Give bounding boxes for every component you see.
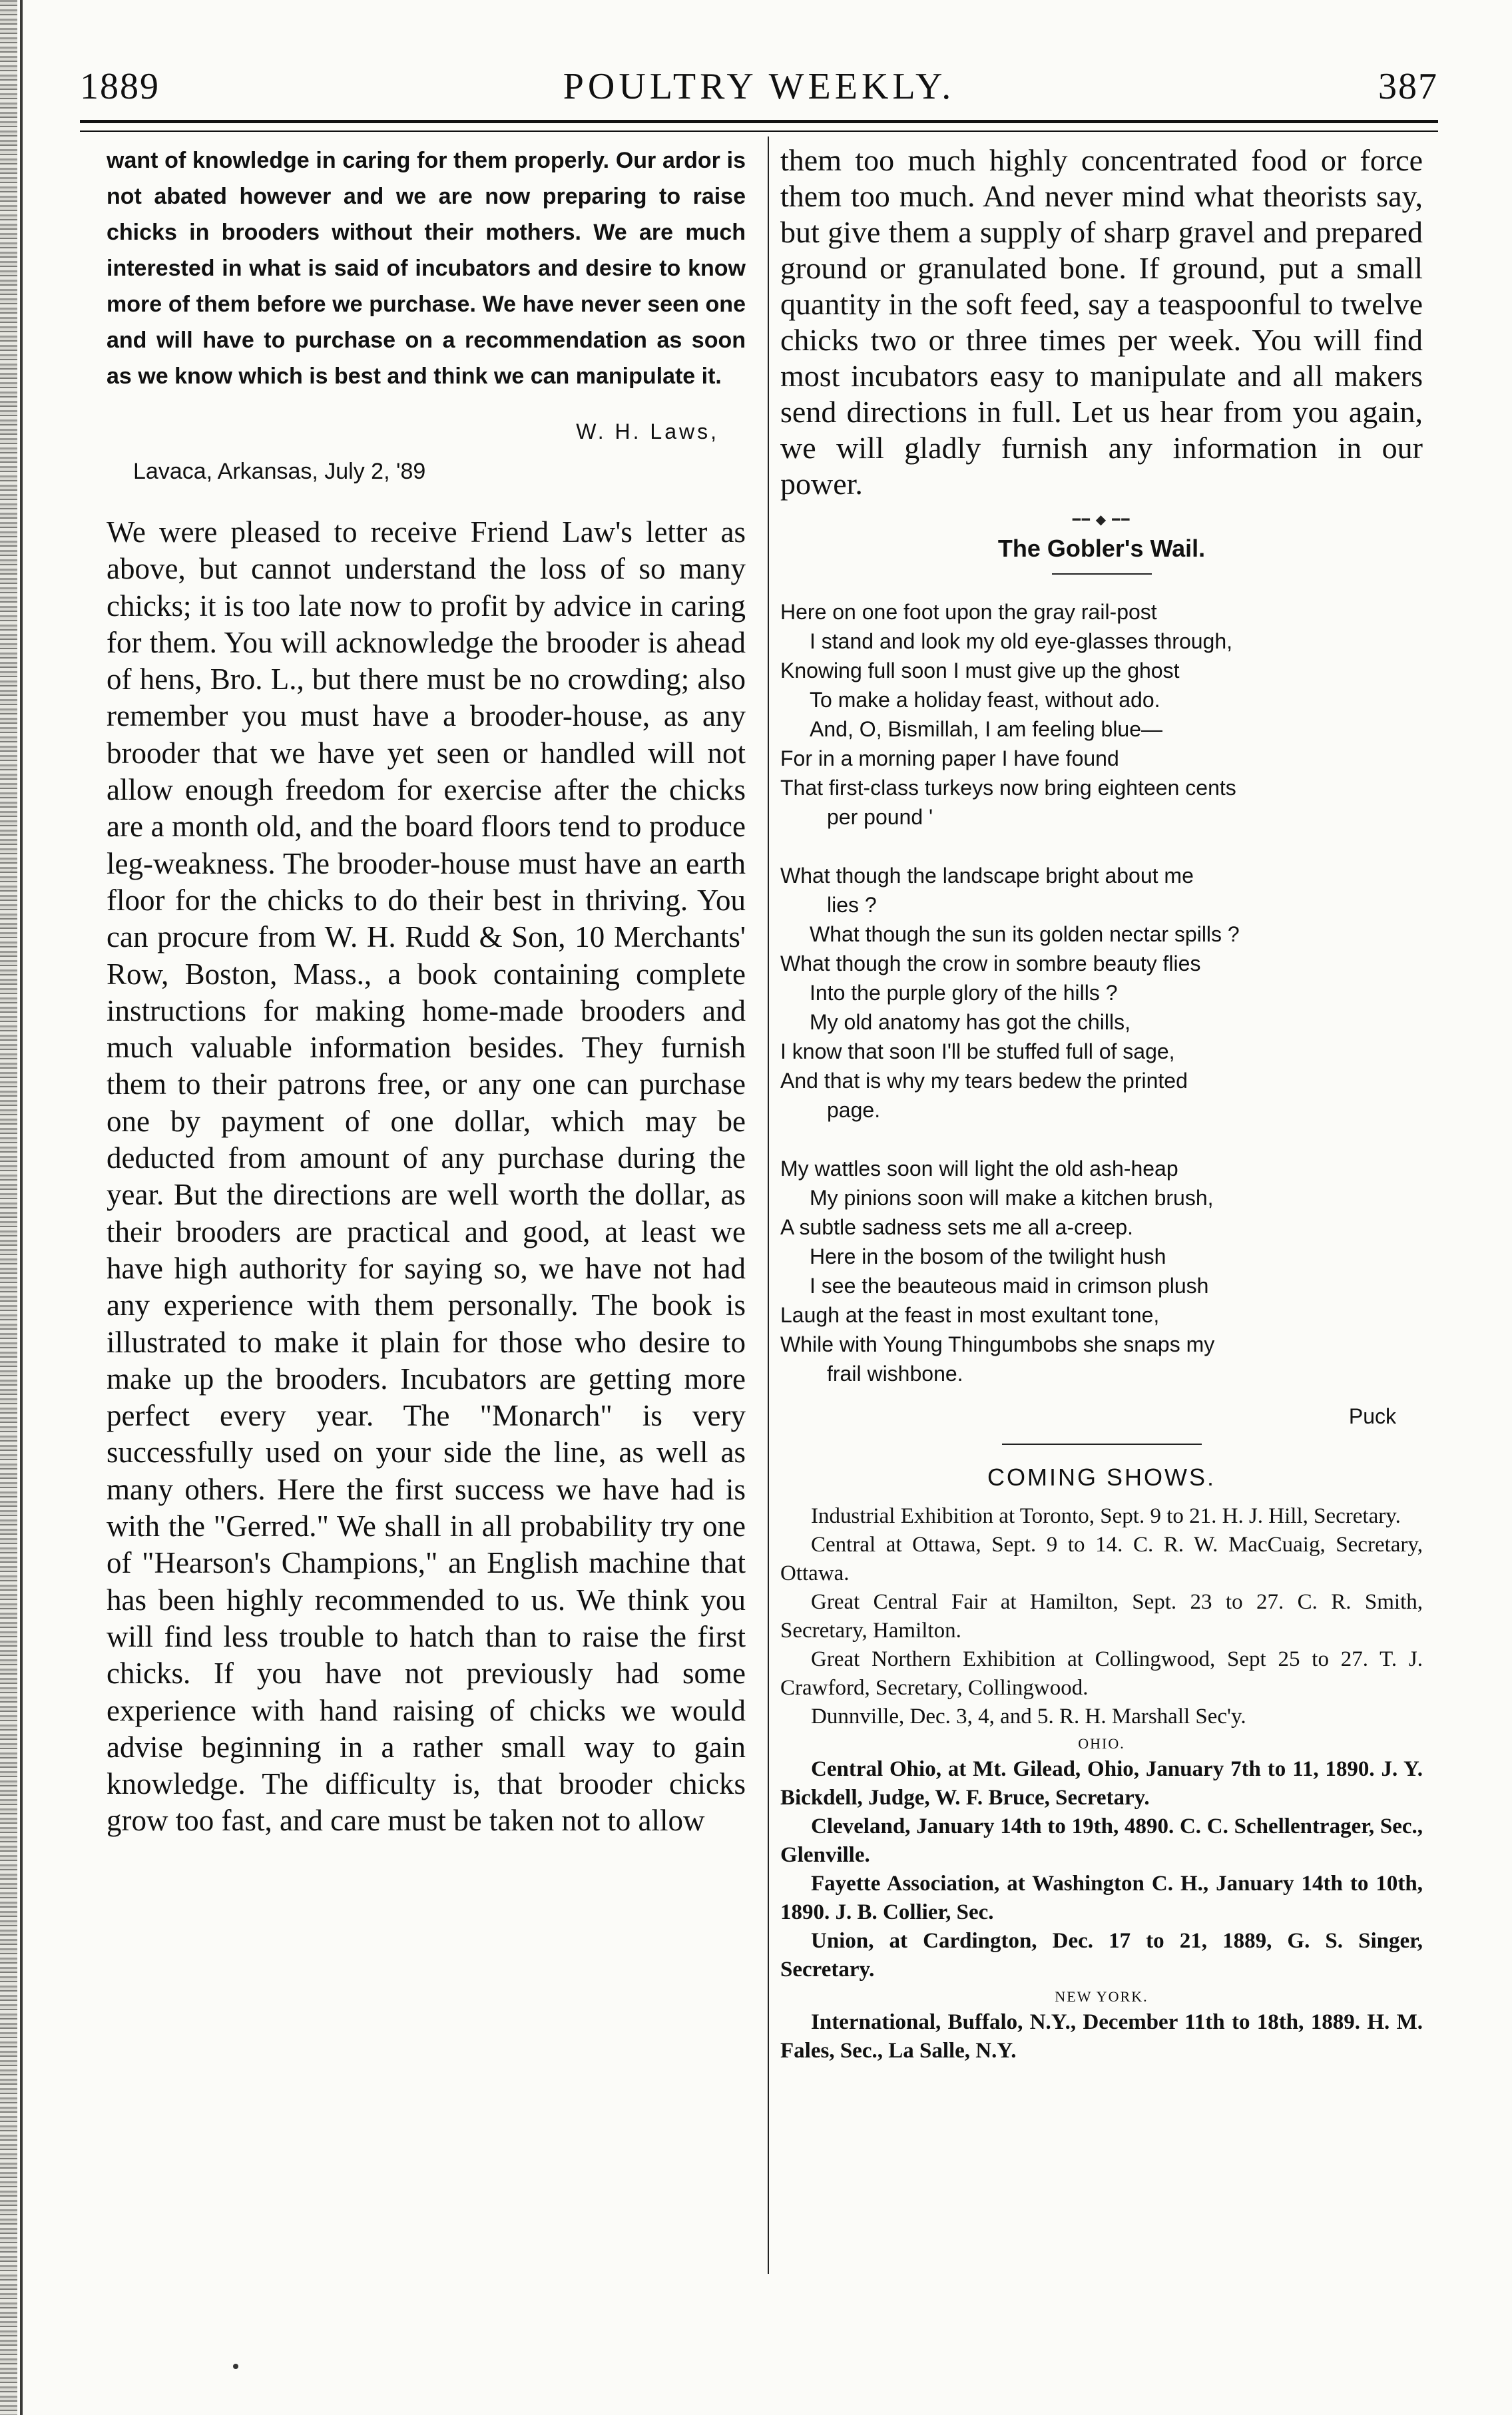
publication-title: POULTRY WEEKLY. [563, 66, 955, 107]
show-listing: Cleveland, January 14th to 19th, 4890. C. C. Schellentrager, Sec., Glenville. [780, 1814, 1423, 1867]
ohio-shows-list [780, 1755, 1423, 1984]
poem-body [780, 597, 1423, 1388]
section-rule [1002, 1444, 1202, 1445]
scan-edge-line [20, 0, 23, 2415]
poem-line: My pinions soon will make a kitchen brush, [810, 1186, 1214, 1210]
show-listing: Central Ohio, at Mt. Gilead, Ohio, January 7th to 11, 1890. J. Y. Bickdell, Judge, W. F. Bruce, Secretary. [780, 1757, 1423, 1810]
editorial-continuation: them too much highly concentrated food or force them too much. And never mind what theorists say, but give them a supply of sharp gravel and prepared ground or granulated bone. If ground, put a small quantity in the soft feed, say a teaspoonful to twelve chicks two or three times per week. You will find most incubators easy to manipulate and all makers send directions in full. Let us hear from you again, we will gladly furnish any information in our power. [780, 143, 1423, 501]
poem-line: That first-class turkeys now bring eighteen cents [780, 776, 1236, 800]
poem-stanza [780, 597, 1423, 832]
reader-letter: want of knowledge in caring for them properly. Our ardor is not abated however and we are now preparing to raise chicks in brooders without their mothers. We are much interested in what is said of incubators and desire to know more of them before we purchase. We have never seen one and will have to purchase on a recommendation as soon as we know which is best and think we can manipulate it. [107, 148, 746, 389]
poem-line: Knowing full soon I must give up the ghost [780, 659, 1180, 682]
header-year: 1889 [80, 66, 160, 107]
show-listing: Industrial Exhibition at Toronto, Sept. 9 to 21. H. J. Hill, Secretary. [811, 1504, 1401, 1528]
poem-line: frail wishbone. [827, 1362, 963, 1386]
newyork-shows-list [780, 2008, 1423, 2065]
poem-line: For in a morning paper I have found [780, 746, 1119, 770]
show-listing: Union, at Cardington, Dec. 17 to 21, 1889, G. S. Singer, Secretary. [780, 1929, 1423, 1982]
poem-stanza [780, 1154, 1423, 1388]
header-rule-thin [80, 131, 1438, 132]
ornament-divider: ━━ ◆ ━━ [1072, 513, 1131, 527]
poem-line: I stand and look my old eye-glasses through, [810, 629, 1233, 653]
editorial-reply: We were pleased to receive Friend Law's letter as above, but cannot understand the loss of so many chicks; it is too late now to profit by advice in caring for them. You will acknowledge the brooder is ahead of hens, Bro. L., but there must be no crowding; also remember you must have a brooder-house, as any brooder that we have yet seen or handled will not allow enough freedom for exercise after the chicks are a month old, and the board floors tend to produce leg-weakness. The brooder-house must have an earth floor for the chicks to do their best in thriving. You can procure from W. H. Rudd & Son, 10 Merchants' Row, Boston, Mass., a book containing complete instructions for making home-made brooders and much valuable information besides. They furnish them to their patrons free, or any one can purchase one by payment of one dollar, which may be deducted from amount of any purchase during the year. But the directions are well worth the dollar, as their brooders are practical and good, at least we have high authority for saying so, we have not had any experience with them personally. The book is illustrated to make it plain for those who desire to make up the brooders. Incubators are getting more perfect every year. The "Monarch" is very successfully used on your side the line, as well as many others. Here the first success we have had is with the "Gerred." We shall in all probability try one of "Hearson's Champions," an English machine that has been highly recommended to us. We think you will find less trouble to hatch than to raise the first chicks. If you have not previously had some experience with hand raising of chicks we would advise beginning in a rather small way to gain knowledge. The difficulty is, that brooder chicks grow too fast, and care must be taken not to allow [107, 515, 746, 1838]
poem-line: Here on one foot upon the gray rail-post [780, 600, 1157, 624]
letter-place-date: Lavaca, Arkansas, July 2, '89 [133, 459, 426, 484]
poem-line: What though the crow in sombre beauty flies [780, 951, 1201, 975]
poem-line: I see the beauteous maid in crimson plush [810, 1274, 1209, 1298]
ohio-heading: OHIO. [1078, 1735, 1125, 1752]
coming-shows-title: COMING SHOWS. [987, 1464, 1216, 1491]
poem-line: page. [827, 1098, 881, 1122]
poem-line: What though the sun its golden nectar spills ? [810, 922, 1240, 946]
show-listing: International, Buffalo, N.Y., December 11th to 18th, 1889. H. M. Fales, Sec., La Salle, N.Y. [780, 2010, 1423, 2063]
poem-title: The Gobler's Wail. [997, 535, 1206, 562]
poem-line: I know that soon I'll be stuffed full of sage, [780, 1039, 1175, 1063]
poem-attribution: Puck [1348, 1404, 1396, 1428]
poem-line: A subtle sadness sets me all a-creep. [780, 1215, 1134, 1239]
poem-line: Into the purple glory of the hills ? [810, 981, 1118, 1005]
poem-line: lies ? [827, 893, 877, 917]
poem-line: Here in the bosom of the twilight hush [810, 1244, 1166, 1268]
poem-title-rule [1052, 573, 1152, 575]
poem-line: While with Young Thingumbobs she snaps my [780, 1332, 1215, 1356]
poem-line: Laugh at the feast in most exultant tone, [780, 1303, 1160, 1327]
poem-line: My old anatomy has got the chills, [810, 1010, 1131, 1034]
poem-line: To make a holiday feast, without ado. [810, 688, 1160, 712]
show-listing: Great Central Fair at Hamilton, Sept. 23 to 27. C. R. Smith, Secretary, Hamilton. [780, 1590, 1423, 1643]
show-listing: Dunnville, Dec. 3, 4, and 5. R. H. Marshall Sec'y. [811, 1705, 1246, 1729]
header-rule-thick [80, 120, 1438, 123]
right-column [780, 142, 1423, 2065]
show-listing: Central at Ottawa, Sept. 9 to 14. C. R. W. MacCuaig, Secretary, Ottawa. [780, 1533, 1423, 1585]
left-column [107, 142, 746, 1840]
show-listing: Great Northern Exhibition at Collingwood, Sept 25 to 27. T. J. Crawford, Secretary, Collingwood. [780, 1647, 1423, 1700]
stray-mark [233, 2364, 238, 2369]
letter-signature: W. H. Laws, [576, 419, 719, 443]
poem-stanza [780, 861, 1423, 1125]
show-listing: Fayette Association, at Washington C. H., January 14th to 10th, 1890. J. B. Collier, Sec. [780, 1872, 1423, 1924]
poem-line: What though the landscape bright about me [780, 864, 1194, 888]
page-number: 387 [1378, 66, 1438, 107]
newyork-heading: NEW YORK. [1055, 1988, 1148, 2005]
poem-line: per pound ' [827, 805, 933, 829]
canada-shows-list [780, 1502, 1423, 1731]
poem-line: My wattles soon will light the old ash-heap [780, 1157, 1178, 1181]
poem-line: And that is why my tears bedew the printed [780, 1069, 1188, 1093]
scan-binding-edge [0, 0, 17, 2415]
poem-line: And, O, Bismillah, I am feeling blue— [810, 717, 1163, 741]
column-divider [768, 136, 769, 2274]
